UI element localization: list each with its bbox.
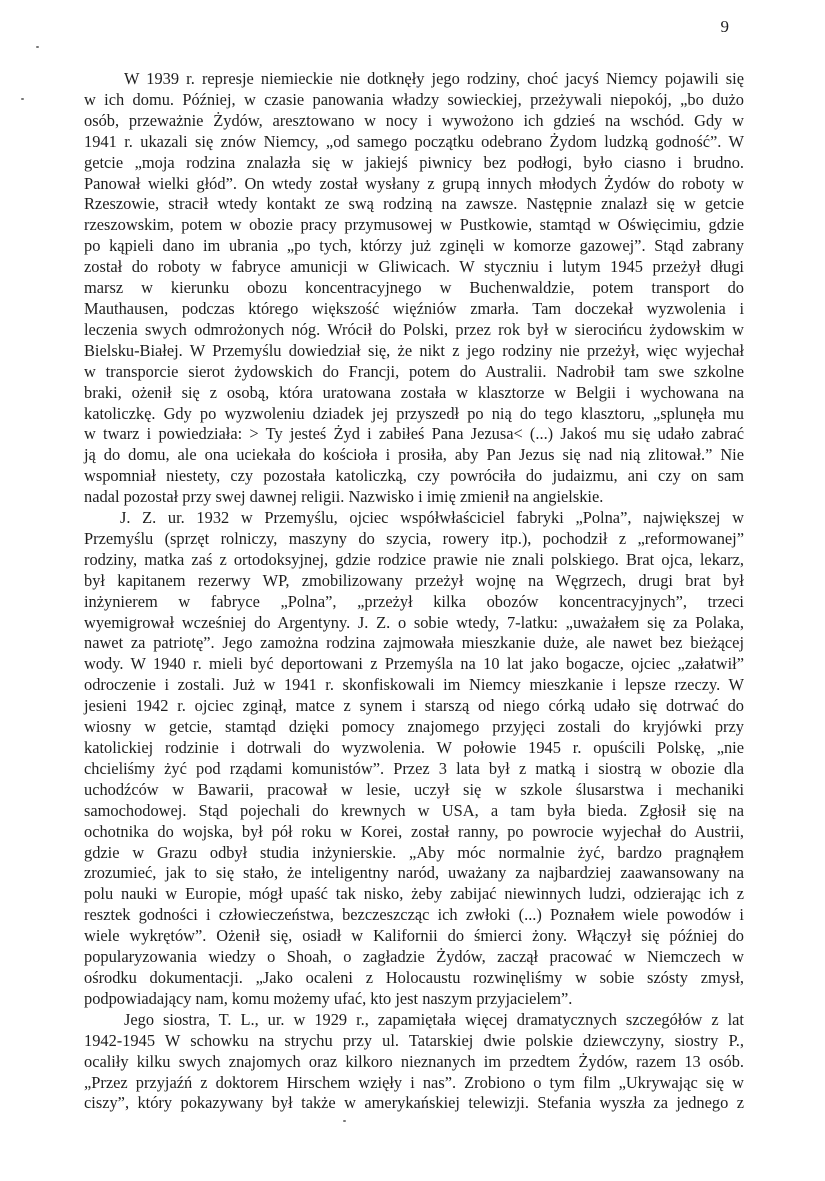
text-line: 1942-1945 W schowku na strychu przy ul. Tatarskiej dwie polskie dziewczyny, siostry P., [84,1030,744,1050]
text-line: ocaliły kilku swych znajomych oraz kilkoro nieznanych im przedtem Żydów, razem 13 osób. [84,1051,744,1071]
page-number: 9 [720,17,729,36]
paragraph [84,1010,744,1115]
text-line: gdzie w Grazu odbył studia inżynierskie. „Aby móc normalnie żyć, bardzo pragnąłem [84,842,744,862]
text-line: ją do domu, ale ona uciekała do kościoła i prosiła, aby Pan Jezus się nad nią zlitował.” Nie [84,445,744,465]
text-line: katolickiej rodzinie i dotrwali do wyzwolenia. W połowie 1945 r. opuścili Polskę, „nie [84,738,744,757]
scan-mark [36,46,39,48]
paragraph [84,508,744,1010]
text-line: ciszy”, który pokazywany był także w amerykańskiej telewizji. Stefania wyszła za jednego z [84,1093,744,1113]
text-line: popularyzowania wiedzy o Shoah, o zagładzie Żydów, zaczął pracować w Niemczech w [84,947,744,967]
text-line: J. Z. ur. 1932 w Przemyślu, ojciec współwłaściciel fabryki „Polna”, największej w [120,508,744,528]
text-line: osób, przeważnie Żydów, aresztowano w nocy i wywożono ich gdzieś na wschód. Gdy w [84,110,744,130]
text-line: samochodowej. Stąd pojechali do krewnych w USA, a tam była bieda. Zgłosił się na [84,800,744,820]
text-line: wody. W 1940 r. mieli być deportowani z Przemyśla na 10 lat jako bogacze, ojciec „załatwił” [84,654,744,674]
text-line: w transporcie sierot żydowskich do Francji, potem do Australii. Nadrobił tam swe szkolne [84,361,744,381]
text-line: 1941 r. ukazali się znów Niemcy, „od samego początku odebrano Żydom ludzką godność”. W [84,131,744,151]
text-line: nawet za patriotę”. Jego zamożna rodzina zajmowała mieszkanie duże, ale nawet bez bieżącej [84,633,744,653]
text-line: getcie „moja rodzina znalazła się w jakiejś piwnicy bez podłogi, było ciasno i brudno. [84,152,744,172]
text-line: inżynierem w fabryce „Polna”, „przeżył kilka obozów koncentracyjnych”, trzeci [84,591,744,611]
text-line: wiosny w getcie, stamtąd dzięki pomocy znajomego przyjęci zostali do kryjówki przy [84,717,744,737]
text-line: Rzeszowie, stracił wtedy kontakt ze swą rodziną na zawsze. Następnie znalazł się w getcie [84,194,744,214]
text-line: Jego siostra, T. L., ur. w 1929 r., zapamiętała więcej dramatycznych szczegółów z lat [124,1009,744,1029]
text-line: ośrodku dokumentacji. „Jako ocaleni z Holocaustu rozwinęliśmy w sobie szósty zmysł, [84,967,744,987]
text-line: wiele wykrętów”. Ożenił się, osiadł w Kalifornii do śmierci żony. Włączył się później do [84,926,744,946]
text-line: podpowiadający nam, komu możemy ufać, kto jest naszym przyjacielem”. [84,988,573,1008]
text-line: wyemigrował wcześniej do Argentyny. J. Z. o sobie wtedy, 7-latku: „uważałem się za Polaka, [84,612,744,632]
document-body [84,69,744,1114]
text-line: w ich domu. Później, w czasie panowania władzy sowieckiej, przeżywali niepokój, „bo dużo [84,89,744,109]
text-line: został do roboty w fabryce amunicji w Gliwicach. W styczniu i lutym 1945 przeżył długi [84,257,744,277]
paragraph [84,69,744,508]
text-line: braki, ożenił się z osobą, która uratowana została w klasztorze w Belgii i wychowana na [84,382,744,402]
text-line: Panował wielki głód”. On wtedy został wysłany z grupą innych młodych Żydów do roboty w [84,173,744,193]
text-line: ochotnika do wojska, był pół roku w Korei, został ranny, po powrocie wyjechał do Austrii, [84,821,744,841]
text-line: rzeszowskim, potem w obozie pracy przymusowej w Pustkowie, stamtąd w Oświęcimiu, gdzie [84,215,744,235]
text-line: Bielsku-Białej. W Przemyślu dowiedział się, że nikt z jego rodziny nie przeżył, więc wyjechał [84,340,744,360]
text-line: uchodźców w Bawarii, pracował w lesie, uczył się w szkole ślusarstwa i mechaniki [84,779,744,799]
text-line: Mauthausen, podczas którego większość więźniów zmarła. Tam doczekał wyzwolenia i [84,298,744,318]
text-line: Przemyślu (sprzęt rolniczy, maszyny do szycia, rowery itp.), pochodził z „reformowanej” [84,528,744,548]
text-line: jesieni 1942 r. ojciec zginął, matce z synem i starszą od niego córką udało się dotrwać do [84,696,744,716]
text-line: rodziny, matka zaś z ortodoksyjnej, gdzie rodzice prawie nie znali polskiego. Brat ojca, lekarz, [84,549,744,569]
text-line: katoliczkę. Gdy po wyzwoleniu dziadek jej przyszedł po nią do tego klasztoru, „splunęła mu [84,403,744,423]
text-line: wspomniał niestety, czy pozostała katoliczką, czy powróciła do judaizmu, ani czy on sam [84,466,744,486]
text-line: leczenia swych odmrożonych nóg. Wrócił do Polski, przez rok był w sierocińcu żydowskim w [84,319,744,339]
text-line: po kąpieli dano im ubrania „po tych, którzy już zginęli w komorze gazowej”. Stąd zabrany [84,236,744,256]
scan-mark [21,98,24,100]
text-line: w twarz i powiedziała: > Ty jesteś Żyd i zabiłeś Pana Jezusa< (...) Jakoś mu się udało zabrać [84,424,744,444]
text-line: chcieliśmy żyć pod rządami komunistów”. Przez 3 lata był z matką i siostrą w obozie dla [84,758,744,778]
text-line: resztek godności i człowieczeństwa, bezczeszcząc ich zwłoki (...) Poznałem wiele powodów i [84,905,744,925]
text-line: marsz w kierunku obozu koncentracyjnego w Buchenwaldzie, potem transport do [84,278,744,298]
text-line: W 1939 r. represje niemieckie nie dotknęły jego rodziny, choć jacyś Niemcy pojawili się [124,69,744,88]
text-line: polu nauki w Europie, mógł upaść tak nisko, żeby zabijać niewinnych ludzi, odzierając ich z [84,884,744,904]
text-line: był kapitanem rezerwy WP, zmobilizowany przeżył wojnę na Węgrzech, drugi brat był [84,570,744,590]
text-line: odroczenie i zostali. Już w 1941 r. skonfiskowali im Niemcy mieszkanie i lepsze rzeczy. W [84,675,744,695]
text-line: zrozumieć, jak to się stało, że inteligentny naród, uważany za najbardziej zaawansowany na [84,863,744,883]
scan-mark [343,1120,346,1122]
text-line: nadal pozostał przy swej dawnej religii. Nazwisko i imię zmienił na angielskie. [84,487,604,507]
text-line: „Przez przyjaźń z doktorem Hirschem wzięły i nas”. Zrobiono o tym film „Ukrywając się w [84,1072,744,1092]
